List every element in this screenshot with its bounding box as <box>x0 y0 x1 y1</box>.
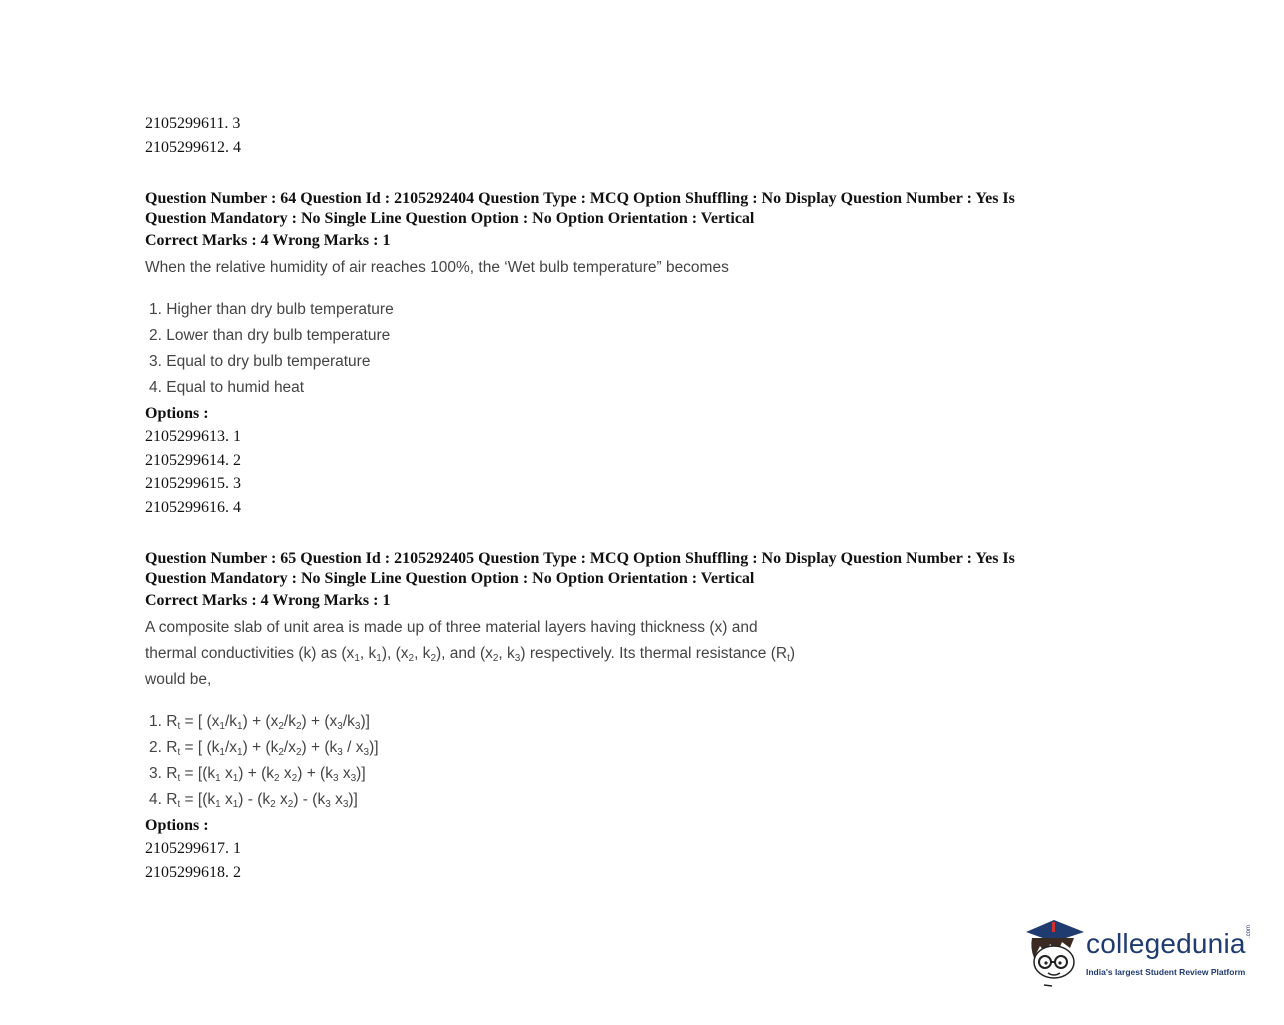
question-text: When the relative humidity of air reaches 100%, the ‘Wet bulb temperature” becomes <box>145 259 729 276</box>
question-meta: Question Mandatory : No Single Line Question Option : No Option Orientation : Vertical <box>145 570 755 587</box>
choice-item: 1. Higher than dry bulb temperature <box>149 301 394 318</box>
logo-tagline: India's largest Student Review Platform <box>1086 967 1246 977</box>
choice-item: 4. Equal to humid heat <box>149 379 305 396</box>
question-text-line: would be, <box>145 671 212 688</box>
question-meta: Question Number : 64 Question Id : 2105292404 Question Type : MCQ Option Shuffling : No Display Question Number : Yes Is <box>145 190 1015 207</box>
option-id: 2105299616. 4 <box>145 498 241 516</box>
logo-dotcom: .com <box>1246 924 1252 938</box>
option-id: 2105299614. 2 <box>145 451 241 469</box>
option-id: 2105299617. 1 <box>145 840 241 857</box>
choice-item: 1. $R_t$ = [ $(x_1/k_1) + (x_2/k_2) + (x_3/k_3)$] <box>149 713 370 732</box>
option-id: 2105299613. 1 <box>145 428 241 445</box>
spacer <box>145 159 1125 189</box>
choice-list <box>149 709 1125 813</box>
choice-item: 2. $R_t$ = [ $(k_1/x_1) + (k_2/x_2) + (k_3 / x_3)$] <box>149 739 379 758</box>
question-text-line: A composite slab of unit area is made up of three material layers having thickness (x) and <box>145 619 758 636</box>
collegedunia-logo <box>1024 918 1256 990</box>
question-marks: Correct Marks : 4 Wrong Marks : 1 <box>145 592 391 609</box>
mascot-icon <box>1024 918 1086 990</box>
choice-item: 2. Lower than dry bulb temperature <box>149 327 391 344</box>
options-label: Options : <box>145 817 209 834</box>
option-id: 2105299618. 2 <box>145 863 241 881</box>
option-id: 2105299612. 4 <box>145 138 241 156</box>
question-64 <box>145 189 1125 519</box>
spacer <box>145 519 1125 549</box>
option-id: 2105299611. 3 <box>145 115 241 132</box>
question-65 <box>145 549 1125 884</box>
options-label: Options : <box>145 405 209 422</box>
question-meta: Question Number : 65 Question Id : 2105292405 Question Type : MCQ Option Shuffling : No Display Question Number : Yes Is <box>145 550 1015 567</box>
question-meta: Question Mandatory : No Single Line Question Option : No Option Orientation : Vertical <box>145 210 755 227</box>
question-marks: Correct Marks : 4 Wrong Marks : 1 <box>145 232 391 249</box>
logo-wordmark: collegedunia <box>1086 928 1246 959</box>
option-id: 2105299615. 3 <box>145 475 241 492</box>
question-text-line: thermal conductivities (k) as ($x_1$, $k_1$), ($x_2$, $k_2$), and ($x_2$, $k_3$) respectively. Its thermal resistance $(R_t)$ <box>145 645 796 664</box>
document-page <box>145 112 1125 884</box>
choice-list <box>149 297 1125 401</box>
choice-item: 3. $R_t = [(k_1$ $x_1) + (k_2$ $x_2) + (k_3$ $x_3$)] <box>149 765 366 784</box>
choice-item: 3. Equal to dry bulb temperature <box>149 353 371 370</box>
question-text <box>145 615 1125 693</box>
choice-item: 4. $R_t = [(k_1$ $x_1) - (k_2$ $x_2) - (k_3$ $x_3$)] <box>149 791 358 810</box>
